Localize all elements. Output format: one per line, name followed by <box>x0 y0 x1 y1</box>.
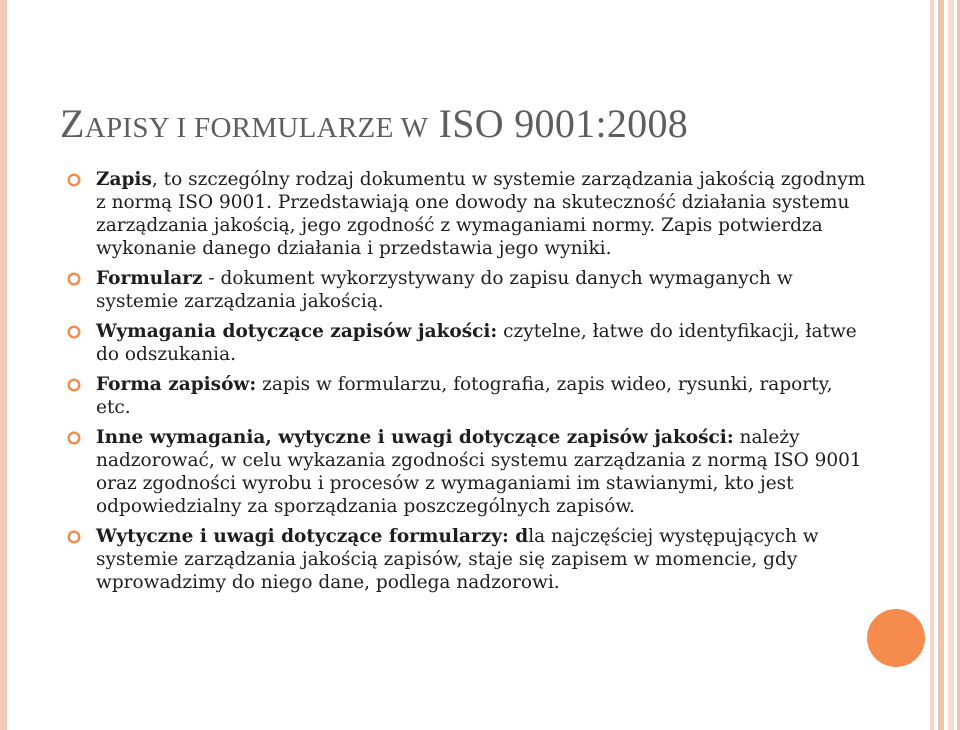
item-bold: Formularz <box>96 268 203 289</box>
title-first-letter: Z <box>60 101 85 146</box>
item-text <box>96 267 866 313</box>
bullet-icon <box>66 377 82 393</box>
list-item <box>66 168 866 260</box>
item-body: , to szczególny rodzaj dokumentu w systemie zarządzania jakością zgodnym z normą ISO 9001. Przedstawiają one dowody na skuteczność działania systemu zarządzania jakością, jego zgodność z wymaganiami normy. Zapis potwierdza wykonanie danego działania i przedstawia jego wyniki. <box>96 169 866 259</box>
item-body: - dokument wykorzystywany do zapisu danych wymaganych w systemie zarządzania jakością. <box>96 268 793 312</box>
right-stripes-decoration <box>926 0 960 730</box>
list-item <box>66 373 866 419</box>
item-body: czytelne, łatwe do identyfikacji, łatwe do odszukania. <box>96 321 857 365</box>
item-body: zapis w formularzu, fotografia, zapis wideo, rysunki, raporty, etc. <box>96 374 833 418</box>
bullet-icon <box>66 529 82 545</box>
bullet-icon <box>66 172 82 188</box>
stripe <box>930 0 934 730</box>
slide-title <box>60 98 920 154</box>
title-tail: ISO 9001:2008 <box>428 101 689 146</box>
bullet-icon <box>66 430 82 446</box>
list-item <box>66 320 866 366</box>
item-text <box>96 373 866 419</box>
bullet-icon <box>66 271 82 287</box>
item-text <box>96 168 866 260</box>
item-text <box>96 525 866 594</box>
list-item <box>66 525 866 594</box>
bullet-list <box>66 168 866 601</box>
item-text <box>96 320 866 366</box>
bullet-icon <box>66 324 82 340</box>
list-item <box>66 426 866 518</box>
item-bold: Forma zapisów: <box>96 374 257 395</box>
item-body: la najczęściej występujących w systemie zarządzania jakością zapisów, staje się zapisem w momencie, gdy wprowadzimy do niego dane, podlega nadzorowi. <box>96 526 819 593</box>
item-body: należy nadzorować, w celu wykazania zgodności systemu zarządzania z normą ISO 9001 oraz zgodności wyrobu i procesów z wymaganiami im stawianymi, kto jest odpowiedzialny za sporządzania poszczególnych zapisów. <box>96 427 862 517</box>
item-bold: Inne wymagania, wytyczne i uwagi dotyczące zapisów jakości: <box>96 427 734 448</box>
left-border-decoration <box>0 0 7 730</box>
title-smallcaps: APISY I FORMULARZE W <box>84 112 429 144</box>
item-bold: Wymagania dotyczące zapisów jakości: <box>96 321 498 342</box>
item-text <box>96 426 866 518</box>
stripe <box>948 0 954 730</box>
orange-circle-decoration <box>867 609 925 667</box>
list-item <box>66 267 866 313</box>
item-bold: Zapis <box>96 169 152 190</box>
item-bold: Wytyczne i uwagi dotyczące formularzy: d <box>96 526 529 547</box>
stripe <box>938 0 944 730</box>
